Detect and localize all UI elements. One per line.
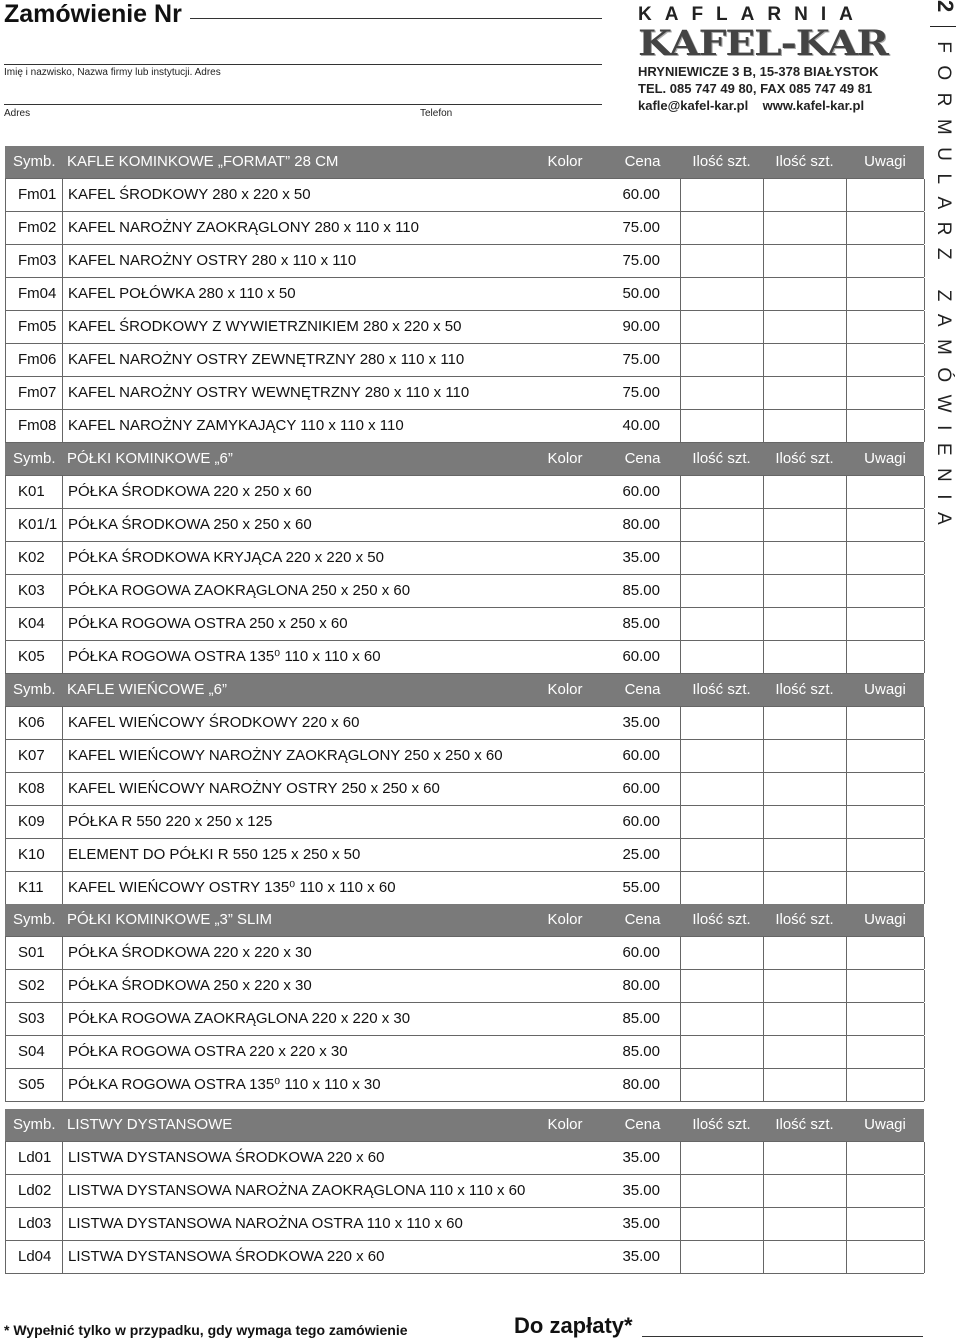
row-symbol: K11 — [6, 872, 63, 904]
row-price: 35.00 — [536, 1241, 681, 1273]
row-symbol: K07 — [6, 740, 63, 772]
qty2-cell[interactable] — [764, 344, 847, 376]
row-price: 85.00 — [536, 1003, 681, 1035]
name-field-label: Imię i nazwisko, Nazwa firmy lub instytucji. Adres — [4, 67, 221, 78]
row-price: 55.00 — [536, 872, 681, 904]
row-name: PÓŁKA ŚRODKOWA 250 x 250 x 60 — [68, 516, 312, 533]
remarks-cell[interactable] — [847, 740, 925, 772]
remarks-cell[interactable] — [847, 278, 925, 310]
row-price: 80.00 — [536, 509, 681, 541]
header-qty2: Ilość szt. — [775, 1116, 834, 1133]
table-row — [5, 575, 924, 608]
brand-phone: TEL. 085 747 49 80, FAX 085 747 49 81 — [638, 81, 873, 96]
table-row — [5, 245, 924, 278]
header-qty1: Ilość szt. — [692, 450, 751, 467]
remarks-cell[interactable] — [847, 509, 925, 541]
row-symbol: Fm05 — [6, 311, 63, 343]
table-row — [5, 641, 924, 674]
row-symbol: Fm07 — [6, 377, 63, 409]
brand-logo: KAFEL-KAR — [638, 23, 888, 64]
row-name: KAFEL NAROŻNY OSTRY 280 x 110 x 110 — [68, 252, 357, 269]
row-symbol: Ld02 — [6, 1175, 63, 1207]
remarks-cell[interactable] — [847, 773, 925, 805]
table-row — [5, 377, 924, 410]
remarks-cell[interactable] — [847, 839, 925, 871]
qty2-cell[interactable] — [764, 641, 847, 673]
remarks-cell[interactable] — [847, 575, 925, 607]
table-row — [5, 179, 924, 212]
row-symbol: S01 — [6, 937, 63, 969]
remarks-cell[interactable] — [847, 1208, 925, 1240]
remarks-cell[interactable] — [847, 1142, 925, 1174]
header-kolor: Kolor — [547, 153, 583, 170]
qty1-cell[interactable] — [681, 509, 764, 541]
qty2-cell[interactable] — [764, 509, 847, 541]
remarks-cell[interactable] — [847, 212, 925, 244]
row-symbol: K10 — [6, 839, 63, 871]
qty2-cell[interactable] — [764, 1208, 847, 1240]
row-name: KAFEL WIEŃCOWY NAROŻNY OSTRY 250 x 250 x 60 — [68, 780, 440, 797]
remarks-cell[interactable] — [847, 1036, 925, 1068]
row-symbol: Fm02 — [6, 212, 63, 244]
row-price: 75.00 — [536, 245, 681, 277]
row-price: 85.00 — [536, 575, 681, 607]
qty2-cell[interactable] — [764, 773, 847, 805]
row-name: KAFEL ŚRODKOWY 280 x 220 x 50 — [68, 186, 311, 203]
qty2-cell[interactable] — [764, 707, 847, 739]
remarks-cell[interactable] — [847, 377, 925, 409]
section-title: LISTWY DYSTANSOWE — [67, 1116, 233, 1133]
qty2-cell[interactable] — [764, 1142, 847, 1174]
footnote: * Wypełnić tylko w przypadku, gdy wymaga tego zamówienie — [4, 1322, 408, 1338]
remarks-cell[interactable] — [847, 476, 925, 508]
remarks-cell[interactable] — [847, 410, 925, 442]
table-row — [5, 839, 924, 872]
row-name: PÓŁKA ŚRODKOWA KRYJĄCA 220 x 220 x 50 — [68, 549, 384, 566]
row-symbol: S02 — [6, 970, 63, 1002]
header-qty1: Ilość szt. — [692, 911, 751, 928]
table-row — [5, 1036, 924, 1069]
header-kolor: Kolor — [547, 450, 583, 467]
section-title: KAFLE WIEŃCOWE „6” — [67, 681, 228, 698]
row-price: 80.00 — [536, 970, 681, 1002]
header-uwagi: Uwagi — [864, 450, 906, 467]
remarks-cell[interactable] — [847, 1069, 925, 1101]
qty2-cell[interactable] — [764, 245, 847, 277]
table-row — [5, 608, 924, 641]
table-row — [5, 410, 924, 443]
qty2-cell[interactable] — [764, 872, 847, 904]
row-symbol: Ld01 — [6, 1142, 63, 1174]
row-price: 60.00 — [536, 806, 681, 838]
remarks-cell[interactable] — [847, 542, 925, 574]
remarks-cell[interactable] — [847, 245, 925, 277]
table-row — [5, 278, 924, 311]
qty1-cell[interactable] — [681, 970, 764, 1002]
row-name: ELEMENT DO PÓŁKI R 550 125 x 250 x 50 — [68, 846, 361, 863]
header-cena: Cena — [624, 153, 661, 170]
row-name: PÓŁKA ROGOWA ZAOKRĄGLONA 220 x 220 x 30 — [68, 1010, 411, 1027]
header-cena: Cena — [624, 681, 661, 698]
header-sym: Symb. — [13, 153, 56, 170]
table-row — [5, 970, 924, 1003]
row-price: 90.00 — [536, 311, 681, 343]
qty1-cell[interactable] — [681, 872, 764, 904]
qty1-cell[interactable] — [681, 1241, 764, 1273]
row-price: 60.00 — [536, 740, 681, 772]
to-pay-label: Do zapłaty* — [514, 1313, 633, 1338]
qty1-cell[interactable] — [681, 344, 764, 376]
qty1-cell[interactable] — [681, 410, 764, 442]
table-row — [5, 311, 924, 344]
phone-field-label: Telefon — [420, 108, 453, 119]
qty1-cell[interactable] — [681, 1208, 764, 1240]
qty1-cell[interactable] — [681, 377, 764, 409]
to-pay-field[interactable] — [642, 1336, 923, 1337]
qty2-cell[interactable] — [764, 740, 847, 772]
section-title: PÓŁKI KOMINKOWE „3” SLIM — [67, 911, 273, 928]
qty1-cell[interactable] — [681, 1003, 764, 1035]
qty1-cell[interactable] — [681, 311, 764, 343]
qty2-cell[interactable] — [764, 377, 847, 409]
table-row — [5, 937, 924, 970]
row-name: PÓŁKA ROGOWA OSTRA 135⁰ 110 x 110 x 30 — [68, 1076, 381, 1093]
qty1-cell[interactable] — [681, 641, 764, 673]
qty1-cell[interactable] — [681, 740, 764, 772]
header-qty2: Ilość szt. — [775, 153, 834, 170]
row-name: KAFEL NAROŻNY OSTRY ZEWNĘTRZNY 280 x 110 x 110 — [68, 351, 465, 368]
row-name: KAFEL NAROŻNY OSTRY WEWNĘTRZNY 280 x 110 x 110 — [68, 384, 470, 401]
qty2-cell[interactable] — [764, 1036, 847, 1068]
row-price: 35.00 — [536, 1175, 681, 1207]
header-uwagi: Uwagi — [864, 153, 906, 170]
brand-address: HRYNIEWICZE 3 B, 15-378 BIAŁYSTOK — [638, 64, 879, 79]
section-header — [5, 904, 924, 937]
row-price: 85.00 — [536, 608, 681, 640]
table-row — [5, 707, 924, 740]
table-row — [5, 1241, 924, 1274]
qty2-cell[interactable] — [764, 410, 847, 442]
qty2-cell[interactable] — [764, 839, 847, 871]
qty1-cell[interactable] — [681, 542, 764, 574]
row-symbol: S03 — [6, 1003, 63, 1035]
table-row — [5, 509, 924, 542]
qty1-cell[interactable] — [681, 707, 764, 739]
header-qty2: Ilość szt. — [775, 681, 834, 698]
qty2-cell[interactable] — [764, 608, 847, 640]
row-price: 25.00 — [536, 839, 681, 871]
row-symbol: K06 — [6, 707, 63, 739]
qty2-cell[interactable] — [764, 311, 847, 343]
header-qty2: Ilość szt. — [775, 450, 834, 467]
row-symbol: Fm08 — [6, 410, 63, 442]
row-name: LISTWA DYSTANSOWA NAROŻNA ZAOKRĄGLONA 110 x 110 x 60 — [68, 1182, 526, 1199]
table-row — [5, 1175, 924, 1208]
qty1-cell[interactable] — [681, 278, 764, 310]
row-price: 50.00 — [536, 278, 681, 310]
section-title: KAFLE KOMINKOWE „FORMAT” 28 CM — [67, 153, 339, 170]
section-title: PÓŁKI KOMINKOWE „6” — [67, 450, 233, 467]
qty2-cell[interactable] — [764, 937, 847, 969]
row-price: 35.00 — [536, 707, 681, 739]
table-row — [5, 1142, 924, 1175]
row-price: 60.00 — [536, 179, 681, 211]
table-row — [5, 344, 924, 377]
page-number: 2 — [933, 0, 958, 13]
row-symbol: K03 — [6, 575, 63, 607]
row-price: 40.00 — [536, 410, 681, 442]
remarks-cell[interactable] — [847, 179, 925, 211]
header-sym: Symb. — [13, 911, 56, 928]
row-name: KAFEL NAROŻNY ZAMYKAJĄCY 110 x 110 x 110 — [68, 417, 404, 434]
remarks-cell[interactable] — [847, 311, 925, 343]
qty1-cell[interactable] — [681, 937, 764, 969]
table-row — [5, 542, 924, 575]
remarks-cell[interactable] — [847, 344, 925, 376]
header-sym: Symb. — [13, 1116, 56, 1133]
table-row — [5, 1003, 924, 1036]
qty2-cell[interactable] — [764, 1003, 847, 1035]
row-symbol: S05 — [6, 1069, 63, 1101]
row-price: 60.00 — [536, 476, 681, 508]
qty1-cell[interactable] — [681, 1175, 764, 1207]
row-price: 75.00 — [536, 212, 681, 244]
qty2-cell[interactable] — [764, 212, 847, 244]
row-name: PÓŁKA ŚRODKOWA 220 x 250 x 60 — [68, 483, 312, 500]
remarks-cell[interactable] — [847, 937, 925, 969]
qty2-cell[interactable] — [764, 806, 847, 838]
row-price: 60.00 — [536, 937, 681, 969]
form-label: FORMULARZ ZAMÓWIENIA — [933, 41, 954, 538]
qty2-cell[interactable] — [764, 1241, 847, 1273]
row-symbol: Fm01 — [6, 179, 63, 211]
row-symbol: Ld04 — [6, 1241, 63, 1273]
table-row — [5, 740, 924, 773]
row-price: 60.00 — [536, 773, 681, 805]
row-symbol: Fm06 — [6, 344, 63, 376]
row-symbol: K08 — [6, 773, 63, 805]
table-row — [5, 1208, 924, 1241]
header-cena: Cena — [624, 911, 661, 928]
row-symbol: S04 — [6, 1036, 63, 1068]
row-name: KAFEL WIEŃCOWY OSTRY 135⁰ 110 x 110 x 60 — [68, 879, 396, 896]
header-uwagi: Uwagi — [864, 681, 906, 698]
row-symbol: K01/1 — [6, 509, 63, 541]
remarks-cell[interactable] — [847, 641, 925, 673]
row-price: 75.00 — [536, 377, 681, 409]
header-kolor: Kolor — [547, 681, 583, 698]
row-name: PÓŁKA R 550 220 x 250 x 125 — [68, 813, 273, 830]
qty1-cell[interactable] — [681, 839, 764, 871]
qty2-cell[interactable] — [764, 575, 847, 607]
qty1-cell[interactable] — [681, 245, 764, 277]
table-row — [5, 476, 924, 509]
header-cena: Cena — [624, 450, 661, 467]
header-kolor: Kolor — [547, 911, 583, 928]
order-title: Zamówienie Nr — [4, 0, 182, 28]
header-cena: Cena — [624, 1116, 661, 1133]
table-row — [5, 806, 924, 839]
row-name: KAFEL WIEŃCOWY NAROŻNY ZAOKRĄGLONY 250 x 250 x 60 — [68, 747, 503, 764]
row-name: LISTWA DYSTANSOWA ŚRODKOWA 220 x 60 — [68, 1248, 385, 1265]
row-name: KAFEL ŚRODKOWY Z WYWIETRZNIKIEM 280 x 220 x 50 — [68, 318, 462, 335]
header-uwagi: Uwagi — [864, 911, 906, 928]
remarks-cell[interactable] — [847, 872, 925, 904]
row-price: 35.00 — [536, 1208, 681, 1240]
row-symbol: Fm03 — [6, 245, 63, 277]
qty1-cell[interactable] — [681, 1069, 764, 1101]
qty2-cell[interactable] — [764, 476, 847, 508]
row-symbol: K04 — [6, 608, 63, 640]
row-name: PÓŁKA ŚRODKOWA 250 x 220 x 30 — [68, 977, 312, 994]
row-price: 85.00 — [536, 1036, 681, 1068]
qty1-cell[interactable] — [681, 608, 764, 640]
remarks-cell[interactable] — [847, 707, 925, 739]
qty2-cell[interactable] — [764, 542, 847, 574]
row-name: PÓŁKA ROGOWA OSTRA 250 x 250 x 60 — [68, 615, 348, 632]
row-symbol: K01 — [6, 476, 63, 508]
section-header — [5, 674, 924, 707]
row-name: KAFEL WIEŃCOWY ŚRODKOWY 220 x 60 — [68, 714, 360, 731]
header-qty1: Ilość szt. — [692, 153, 751, 170]
order-number-field[interactable] — [190, 18, 602, 19]
brand-tagline: KAFLARNIA — [638, 4, 866, 25]
section-header — [5, 1109, 924, 1142]
header-uwagi: Uwagi — [864, 1116, 906, 1133]
row-symbol: K05 — [6, 641, 63, 673]
header-qty2: Ilość szt. — [775, 911, 834, 928]
row-symbol: Fm04 — [6, 278, 63, 310]
qty2-cell[interactable] — [764, 278, 847, 310]
header-sym: Symb. — [13, 450, 56, 467]
row-name: LISTWA DYSTANSOWA NAROŻNA OSTRA 110 x 110 x 60 — [68, 1215, 463, 1232]
row-name: PÓŁKA ROGOWA OSTRA 220 x 220 x 30 — [68, 1043, 348, 1060]
remarks-cell[interactable] — [847, 1241, 925, 1273]
row-price: 75.00 — [536, 344, 681, 376]
qty2-cell[interactable] — [764, 1175, 847, 1207]
row-name: KAFEL NAROŻNY ZAOKRĄGLONY 280 x 110 x 110 — [68, 219, 419, 236]
qty1-cell[interactable] — [681, 212, 764, 244]
qty1-cell[interactable] — [681, 179, 764, 211]
qty1-cell[interactable] — [681, 1036, 764, 1068]
table-row — [5, 212, 924, 245]
row-symbol: K09 — [6, 806, 63, 838]
remarks-cell[interactable] — [847, 608, 925, 640]
remarks-cell[interactable] — [847, 806, 925, 838]
qty1-cell[interactable] — [681, 1142, 764, 1174]
row-price: 35.00 — [536, 542, 681, 574]
header-qty1: Ilość szt. — [692, 1116, 751, 1133]
name-field[interactable] — [4, 64, 602, 65]
row-price: 35.00 — [536, 1142, 681, 1174]
row-price: 60.00 — [536, 641, 681, 673]
remarks-cell[interactable] — [847, 970, 925, 1002]
header-sym: Symb. — [13, 681, 56, 698]
remarks-cell[interactable] — [847, 1003, 925, 1035]
header-qty1: Ilość szt. — [692, 681, 751, 698]
table-row — [5, 1069, 924, 1102]
section-header — [5, 443, 924, 476]
qty1-cell[interactable] — [681, 575, 764, 607]
qty2-cell[interactable] — [764, 179, 847, 211]
qty1-cell[interactable] — [681, 806, 764, 838]
remarks-cell[interactable] — [847, 1175, 925, 1207]
side-banner — [928, 0, 960, 540]
table-row — [5, 773, 924, 806]
row-name: LISTWA DYSTANSOWA ŚRODKOWA 220 x 60 — [68, 1149, 385, 1166]
qty1-cell[interactable] — [681, 476, 764, 508]
address-field-label: Adres — [4, 108, 31, 119]
row-name: PÓŁKA ROGOWA ZAOKRĄGLONA 250 x 250 x 60 — [68, 582, 411, 599]
row-name: KAFEL POŁÓWKA 280 x 110 x 50 — [68, 285, 296, 302]
row-symbol: Ld03 — [6, 1208, 63, 1240]
header-kolor: Kolor — [547, 1116, 583, 1133]
row-name: PÓŁKA ŚRODKOWA 220 x 220 x 30 — [68, 944, 312, 961]
row-name: PÓŁKA ROGOWA OSTRA 135⁰ 110 x 110 x 60 — [68, 648, 381, 665]
address-field[interactable] — [4, 104, 602, 105]
brand-web: kafle@kafel-kar.pl www.kafel-kar.pl — [638, 98, 865, 113]
side-divider — [930, 26, 956, 27]
row-symbol: K02 — [6, 542, 63, 574]
row-price: 80.00 — [536, 1069, 681, 1101]
table-row — [5, 872, 924, 905]
section-header — [5, 146, 924, 179]
qty2-cell[interactable] — [764, 1069, 847, 1101]
qty1-cell[interactable] — [681, 773, 764, 805]
qty2-cell[interactable] — [764, 970, 847, 1002]
